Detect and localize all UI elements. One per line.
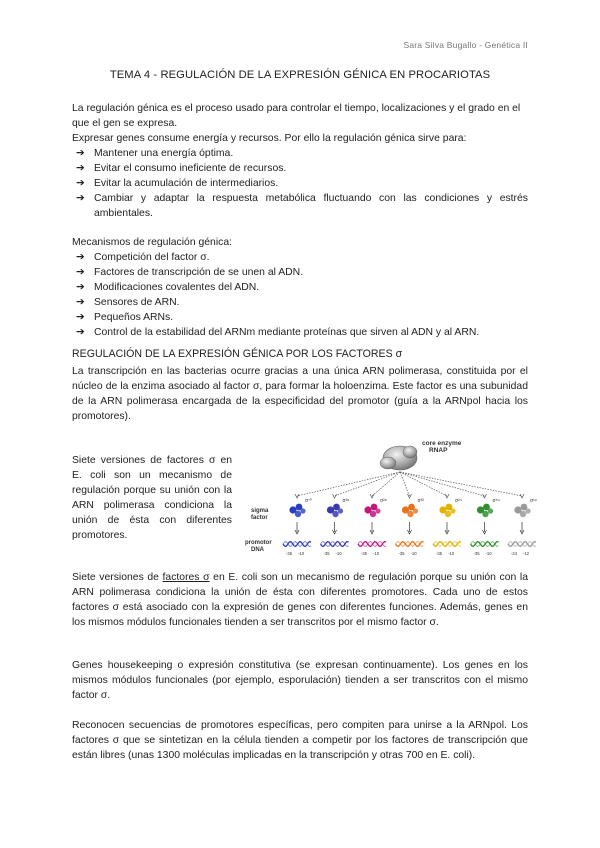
section-paragraph-2: Siete versiones de factores σ en E. coli son un mecanismo de regulación porque su unión con la ARN polimerasa condiciona la unión de ésta con diferentes promotores. Cada uno de estos factores σ está asociado con la expresión de genes con diferentes funciones. Además, genes en los mismos módulos funcionales tienden a ser transcritos por el mismo factor σ. — [72, 572, 528, 628]
section-heading: REGULACIÓN DE LA EXPRESIÓN GÉNICA POR LOS FACTORES σ — [72, 348, 403, 360]
mechanism-bullet: ➔ Pequeños ARNs. — [76, 312, 174, 323]
dotted-arrow-line — [400, 472, 522, 496]
page-header: Sara Silva Bugallo - Genética II — [403, 40, 528, 50]
promoter-position-label: -35 — [361, 551, 368, 556]
promoter-position-label: -35 — [436, 551, 443, 556]
intro-bullet: ➔ Evitar la acumulación de intermediarios. — [76, 178, 279, 189]
promoter-position-label: -10 — [485, 551, 492, 556]
intro-block — [72, 101, 528, 221]
promoter-position-label: -10 — [298, 551, 305, 556]
dotted-arrow-line — [400, 472, 485, 496]
sigma-factor-blob — [375, 508, 380, 513]
arrow-icon: ➔ — [76, 178, 85, 189]
sigma-factor-name: σ¹⁹ — [530, 498, 537, 504]
rnap-label: RNAP — [429, 447, 448, 454]
dotted-arrow-line — [297, 472, 400, 496]
promoter-position-label: -10 — [335, 551, 342, 556]
section-paragraph-4: Reconocen secuencias de promotores específicas, pero compiten para unirse a la ARNpol. Los factores σ que se sintetizan en la célula tienden a competir por los factores de transcripción que están libres (unas 1300 moléculas implicadas en la transcripción y otras 700 en E. coli). — [72, 720, 528, 761]
sigma-factor-blob — [295, 511, 301, 517]
sigma-factor-name: σ⁷⁰ — [305, 498, 312, 504]
sigma-factor-blob — [407, 511, 413, 517]
arrow-icon: ➔ — [76, 297, 85, 308]
core-enzyme-label: core enzyme — [422, 440, 462, 447]
sigma-factor-name: σ³² — [417, 498, 424, 504]
intro-bullet: ➔ Mantener una energía óptima. — [76, 148, 234, 159]
mechanism-bullet: ➔ Modificaciones covalentes del ADN. — [76, 282, 260, 293]
core-enzyme-shape — [380, 446, 417, 470]
intro-paragraph-2: Expresar genes consume energía y recursos. Por ello la regulación génica sirve para: — [72, 133, 467, 144]
sigma-factor-blob — [482, 511, 488, 517]
promoter-label: promotor — [245, 540, 272, 546]
arrow-icon: ➔ — [76, 282, 85, 293]
dna-label: DNA — [251, 547, 264, 553]
sigma-label: sigma — [251, 508, 269, 514]
intro-bullet: ➔ Cambiar y adaptar la respuesta metabólica fluctuando con las condiciones y estrés ambientales. — [76, 193, 528, 219]
section-paragraph-3: Genes housekeeping o expresión constitutiva (se expresan continuamente). Los genes en los mismos módulos funcionales (por ejemplo, esporulación) tienden a ser transcritos con el mismo factor σ. — [72, 660, 528, 701]
promoter-position-label: -35 — [398, 551, 405, 556]
promoter-position-label: -35 — [286, 551, 293, 556]
figure-side-text: Siete versiones de factores σ en E. coli son un mecanismo de regulación porque su unión con la ARN polimerasa condiciona la unión de ésta con diferentes promotores. — [72, 455, 232, 541]
promoter-position-label: -10 — [373, 551, 380, 556]
dotted-arrow-line — [400, 472, 447, 496]
intro-paragraph-1: La regulación génica es el proceso usado para controlar el tiempo, localizaciones y el grado en el que el gen se expresa. — [72, 103, 521, 129]
mechanism-bullet: ➔ Factores de transcripción de se unen al ADN. — [76, 267, 304, 278]
arrow-icon: ➔ — [76, 252, 85, 263]
intro-bullet-list — [72, 146, 528, 221]
mechanisms-bullet-list — [72, 250, 528, 340]
sigma-factor-name: σ³⁸ — [342, 498, 350, 504]
sigma-factors-link[interactable]: factores σ — [162, 572, 210, 583]
arrow-icon: ➔ — [76, 327, 85, 338]
sigma-factor-blob — [413, 508, 418, 513]
sigma-factor-group — [283, 472, 537, 556]
section-paragraph-1: La transcripción en las bacterias ocurre gracias a una única ARN polimerasa, constituida por el núcleo de la enzima asociado al factor σ, para formar la holoenzima. Este factor es una subunidad de la ARN polimerasa encargada de la especificidad del promotor (guía a la ARNpol hacia los promotores). — [72, 366, 528, 422]
sigma-factor-name: σ⁵⁴ — [492, 498, 500, 504]
factor-label: factor — [251, 515, 268, 521]
promoter-position-label: -24 — [511, 551, 518, 556]
arrow-icon: ➔ — [76, 163, 85, 174]
sigma-factor-blob — [488, 508, 493, 513]
mechanisms-block — [72, 235, 528, 340]
sigma-factor-blob — [370, 511, 376, 517]
arrow-icon: ➔ — [76, 267, 85, 278]
sigma-factor-blob — [525, 508, 530, 513]
promoter-position-label: -10 — [448, 551, 455, 556]
sigma-factor-blob — [338, 508, 343, 513]
promoter-position-label: -35 — [323, 551, 330, 556]
mechanisms-heading: Mecanismos de regulación génica: — [72, 237, 232, 248]
promoter-position-label: -35 — [473, 551, 480, 556]
dotted-arrow-line — [400, 472, 410, 496]
mechanism-bullet: ➔ Control de la estabilidad del ARNm mediante proteínas que sirven al ADN y al ARN. — [76, 327, 480, 338]
sigma-factor-figure — [245, 436, 535, 564]
sigma-factor-blob — [445, 511, 451, 517]
arrow-icon: ➔ — [76, 312, 85, 323]
sigma-factor-name: σ²⁸ — [380, 498, 387, 504]
mechanism-bullet: ➔ Sensores de ARN. — [76, 297, 180, 308]
promoter-position-label: -12 — [523, 551, 530, 556]
sigma-factor-blob — [300, 508, 305, 513]
arrow-icon: ➔ — [76, 148, 85, 159]
dotted-arrow-line — [335, 472, 401, 496]
promoter-position-label: -10 — [410, 551, 417, 556]
intro-bullet: ➔ Evitar el consumo ineficiente de recursos. — [76, 163, 287, 174]
arrow-icon: ➔ — [76, 193, 85, 204]
mechanism-bullet: ➔ Competición del factor σ. — [76, 252, 210, 263]
page-title: TEMA 4 - REGULACIÓN DE LA EXPRESIÓN GÉNICA EN PROCARIOTAS — [109, 69, 491, 81]
sigma-factor-blob — [332, 511, 338, 517]
sigma-factor-blob — [520, 511, 526, 517]
sigma-factor-blob — [450, 508, 455, 513]
sigma-factor-name: σ²⁴ — [455, 498, 462, 504]
